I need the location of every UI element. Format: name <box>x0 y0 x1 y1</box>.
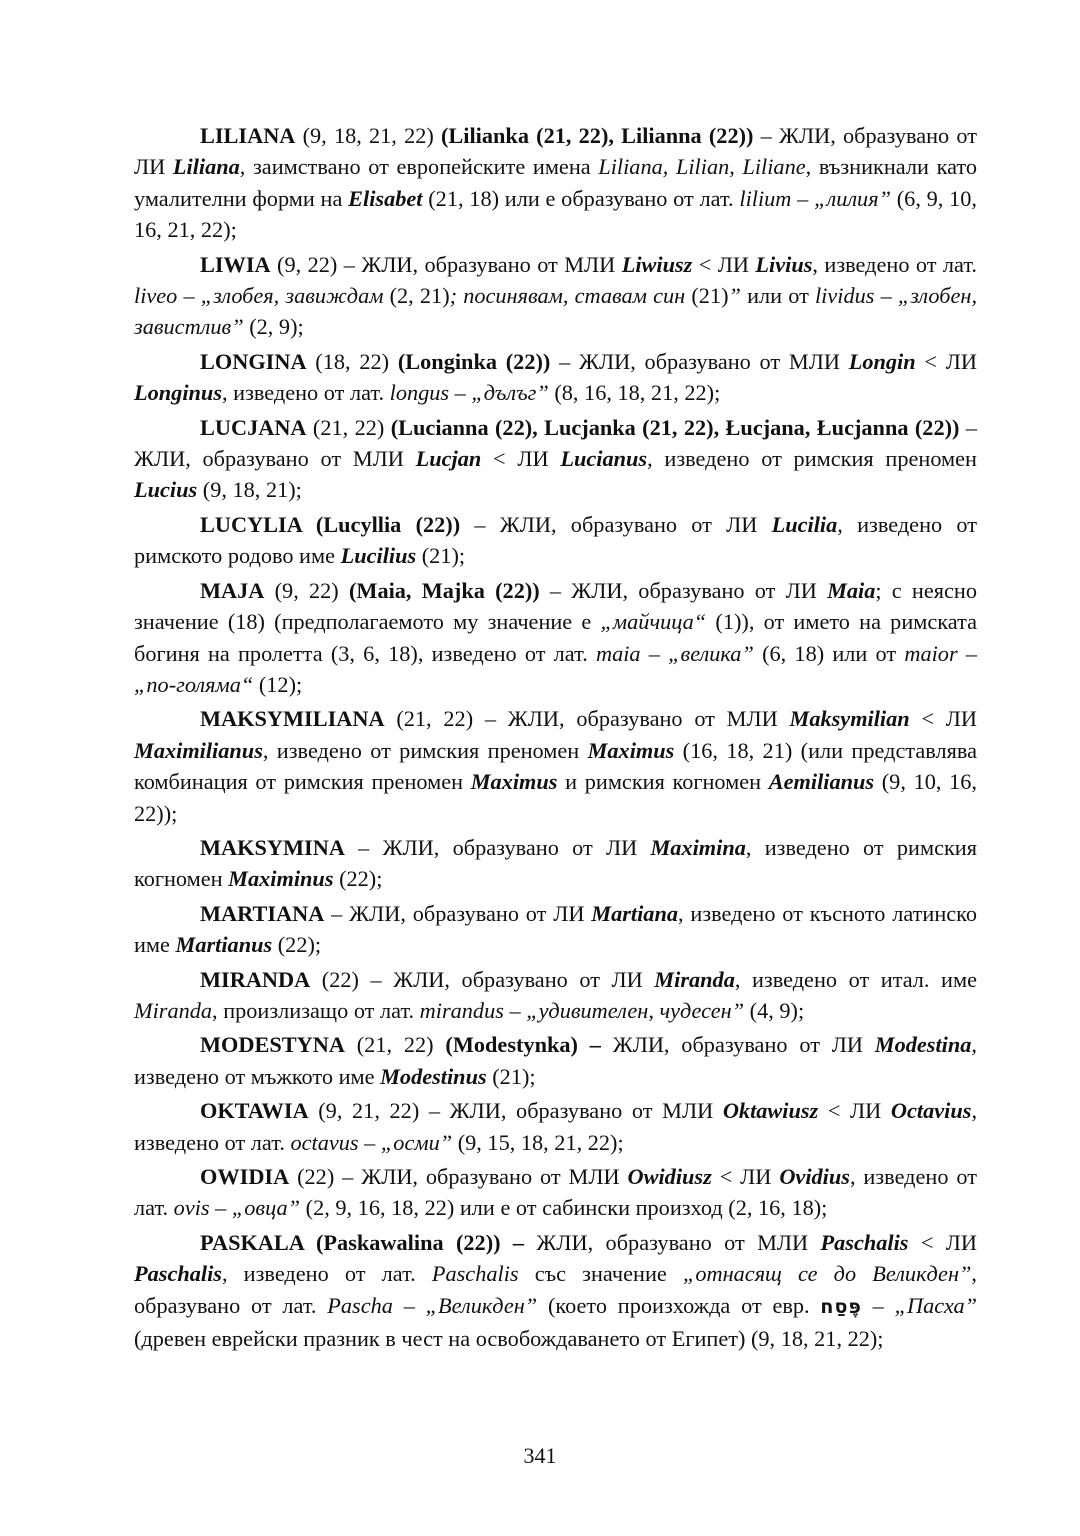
etymology-text: Miranda <box>134 997 213 1023</box>
entry-headword: LILIANA <box>200 123 296 148</box>
entry-text: – ЖЛИ, образувано от ЛИ <box>134 123 978 180</box>
etymology-text: Paschalis <box>431 1261 519 1287</box>
entry-text: , изведено от итал. име <box>734 966 977 992</box>
etymology-text: Pascha – „Великден” <box>327 1292 538 1318</box>
entry-text: (18, 22) <box>306 348 398 374</box>
entry-headword: LIWIA <box>200 251 271 277</box>
entry-text: (6, 9, 10, 16, 21, 22); <box>134 185 977 243</box>
entry-text: – ЖЛИ, образувано от ЛИ <box>460 511 772 537</box>
entry-text: , изведено от лат. <box>134 1164 977 1221</box>
entry-text: (9, 22) <box>264 577 349 603</box>
entry-text: (8, 16, 18, 21, 22); <box>548 380 721 406</box>
entry-headword: LUCJANA <box>200 414 307 440</box>
name-form: Maximinus <box>228 866 334 892</box>
entry-modestyna <box>134 1029 977 1092</box>
name-form: Maximus <box>470 769 558 795</box>
entry-headword: (Maia, Majka (22)) <box>348 577 540 603</box>
entry-headword: MODESTYNA <box>200 1032 345 1058</box>
entry-miranda <box>134 964 977 1027</box>
entry-text: (22) – ЖЛИ, образувано от МЛИ <box>289 1164 628 1189</box>
entry-text: ЖЛИ, образувано от МЛИ <box>524 1229 821 1255</box>
entry-text: – ЖЛИ, образувано от МЛИ <box>550 348 849 374</box>
name-form: Lucilia <box>771 511 838 537</box>
entry-maksymina <box>134 832 977 895</box>
entry-liwia <box>134 249 977 343</box>
entry-text: , изведено от римското родово име <box>134 511 977 569</box>
entry-headword: LONGINA <box>200 348 307 374</box>
name-form: Martiana <box>591 900 679 926</box>
name-form: Lucjan <box>415 446 482 472</box>
entry-text: – ЖЛИ, образувано от ЛИ <box>344 834 651 860</box>
name-form: Martianus <box>175 932 273 958</box>
name-form: Liliana <box>172 154 240 180</box>
entry-longina <box>134 346 977 409</box>
etymology-text: ovis – „овца” <box>173 1195 301 1221</box>
etymology-text: „Пасха” <box>894 1292 977 1318</box>
entry-text: , изведено от лат. <box>222 380 390 406</box>
entry-headword: OKTAWIA <box>200 1098 309 1124</box>
entry-text: (9, 10, 16, 22)); <box>134 769 977 826</box>
entry-text: ; с неясно значение (18) (предполагаемото му значение е <box>134 577 977 635</box>
entry-text: (2, 9); <box>243 314 304 340</box>
entry-headword: LUCYLIA (Lucyllia (22)) <box>200 511 461 537</box>
entry-paskala <box>134 1227 977 1355</box>
name-form: Ovidius <box>779 1164 850 1189</box>
etymology-text: liveo – „злобея, завиждам <box>134 283 384 309</box>
name-form: Modestinus <box>380 1063 487 1089</box>
entry-text: , изведено от късното латинско име <box>134 900 977 958</box>
entry-text: (22) – ЖЛИ, образувано от ЛИ <box>310 966 655 992</box>
entry-text: – ЖЛИ, образувано от ЛИ <box>539 577 828 603</box>
entry-headword: (Lucianna (22), Lucjanka (21, 22), Łucjana, Łucjanna (22)) <box>390 414 960 440</box>
name-form: Octavius <box>890 1098 972 1124</box>
name-form: Lucianus <box>560 446 648 472</box>
entry-text: (21, 22) <box>344 1032 446 1058</box>
entry-headword: MARTIANA <box>200 900 325 926</box>
entry-text: , възникнали като умалителни форми на <box>134 154 977 211</box>
name-form: Owidiusz <box>627 1164 712 1189</box>
page-number: 341 <box>523 1443 557 1468</box>
entry-text: , изведено от римския преномен <box>262 737 588 763</box>
name-form: Elisabet <box>348 185 423 211</box>
etymology-text: ; посинявам, ставам син <box>449 283 686 309</box>
entry-text: (12); <box>253 671 303 697</box>
entry-text: < ЛИ <box>711 1164 780 1189</box>
entry-text: < ЛИ <box>915 348 977 374</box>
entry-text: , изведено от римския когномен <box>134 834 977 892</box>
entry-text: < ЛИ <box>909 706 978 732</box>
name-form: Longin <box>848 348 916 374</box>
etymology-text: maior – „по-голяма“ <box>134 640 977 697</box>
entry-text: със значение <box>518 1261 683 1287</box>
entry-text: (4, 9); <box>744 997 805 1023</box>
entry-text: (21); <box>416 543 466 569</box>
entry-martiana <box>134 898 977 961</box>
name-form: Paschalis <box>134 1261 222 1287</box>
entry-text: < ЛИ <box>818 1098 891 1124</box>
name-form: Oktawiusz <box>722 1098 819 1124</box>
etymology-text: mirandus – „удивителен, чудесен” <box>419 997 745 1023</box>
entry-text: (древен еврейски празник в чест на освобождаването от Египет) (9, 18, 21, 22); <box>134 1326 884 1352</box>
entry-headword: MAJA <box>200 577 265 603</box>
name-form: Lucilius <box>340 543 417 569</box>
name-form: Longinus <box>134 380 222 406</box>
entry-headword: MAKSYMILIANA <box>200 706 385 732</box>
entry-text: (1)), от името на римската богиня на пролетта (3, 6, 18), изведено от лат. <box>134 609 977 666</box>
entry-text: (21) <box>685 283 729 309</box>
name-form: Maksymilian <box>789 706 910 732</box>
entry-text: (21, 18) или е образувано от лат. <box>422 185 740 211</box>
etymology-text: „отнасящ се до Великден” <box>682 1261 972 1287</box>
etymology-text: lividus – „злобен, завистлив” <box>134 283 978 340</box>
entry-headword: MIRANDA <box>200 966 311 992</box>
entry-text: (16, 18, 21) (или представлява комбинация от римския преномен <box>134 737 977 795</box>
entry-text: и римския когномен <box>557 769 769 795</box>
entry-text: , изведено от лат. <box>221 1261 432 1287</box>
entry-text: или от <box>740 283 815 309</box>
entry-text: (21, 22) <box>306 414 391 440</box>
entry-headword: (Longinka (22)) <box>397 348 551 374</box>
entry-text: < ЛИ <box>908 1229 977 1255</box>
entry-text: (21); <box>486 1063 536 1089</box>
entry-text: – <box>861 1292 895 1318</box>
entry-headword: OWIDIA <box>200 1164 290 1189</box>
entry-text: ЖЛИ, образувано от ЛИ <box>600 1032 875 1058</box>
name-form: Maia <box>827 577 876 603</box>
hebrew-word: פֶּסַח <box>820 1295 862 1318</box>
entry-text: (9, 18, 21); <box>197 477 302 503</box>
name-form: Modestina <box>874 1032 972 1058</box>
etymology-text: ” <box>728 283 741 309</box>
name-form: Maximina <box>650 834 746 860</box>
entry-text: (22); <box>272 932 322 958</box>
name-form: Livius <box>755 251 813 277</box>
entry-headword: (Modestynka) – <box>445 1032 601 1058</box>
name-form: Maximilianus <box>134 737 263 763</box>
entry-oktawia <box>134 1095 977 1158</box>
name-form: Liwiusz <box>621 251 693 277</box>
name-form: Aemilianus <box>768 769 875 795</box>
etymology-text: maia – „велика” <box>595 640 754 666</box>
entry-text: (22); <box>333 866 383 892</box>
etymology-text: lilium – „лилия” <box>739 185 891 211</box>
entry-text: , изведено от лат. <box>812 251 977 277</box>
entry-lucjana <box>134 412 977 506</box>
entry-text: < ЛИ <box>481 446 561 472</box>
entry-text: (2, 9, 16, 18, 22) или е от сабински произход (2, 16, 18); <box>300 1195 828 1221</box>
etymology-text: Liliana, Lilian, Liliane <box>598 154 806 180</box>
name-form: Lucius <box>134 477 198 503</box>
entry-text: (21, 22) – ЖЛИ, образувано от МЛИ <box>384 706 790 732</box>
entry-text: < ЛИ <box>692 251 756 277</box>
entry-text: , изведено от мъжкото име <box>134 1032 977 1089</box>
etymology-text: longus – „дълъг” <box>389 380 549 406</box>
entry-lucylia <box>134 509 977 572</box>
entry-text: (2, 21) <box>383 283 450 309</box>
entry-maja <box>134 575 977 701</box>
entry-text: – ЖЛИ, образувано от ЛИ <box>324 900 592 926</box>
name-form: Miranda <box>654 966 735 992</box>
entry-text: , изведено от римския преномен <box>647 446 977 472</box>
entry-text: (6, 18) или от <box>753 640 905 666</box>
entry-text: , изведено от лат. <box>134 1098 978 1155</box>
entry-text: , заимствано от европейските имена <box>239 154 599 180</box>
entry-text: (9, 22) – ЖЛИ, образувано от МЛИ <box>270 251 622 277</box>
entry-headword: (Lilianka (21, 22), Lilianna (22)) <box>440 123 754 148</box>
dictionary-entries <box>134 120 977 1354</box>
entry-owidia <box>134 1161 977 1224</box>
entry-text: – ЖЛИ, образувано от МЛИ <box>134 414 977 472</box>
entry-text: , произлизащо от лат. <box>212 997 420 1023</box>
etymology-text: „майчица“ <box>600 609 707 635</box>
entry-maksymiliana <box>134 703 977 829</box>
entry-liliana <box>134 120 977 246</box>
entry-text: (което произхожда от евр. <box>537 1292 821 1318</box>
entry-text: (9, 15, 18, 21, 22); <box>452 1129 624 1155</box>
entry-text: , образувано от лат. <box>134 1261 977 1318</box>
entry-headword: PASKALA (Paskawalina (22)) – <box>200 1229 525 1255</box>
entry-text: (9, 21, 22) – ЖЛИ, образувано от МЛИ <box>308 1098 723 1124</box>
entry-text: (9, 18, 21, 22) <box>295 123 441 148</box>
etymology-text: octavus – „осми” <box>290 1129 453 1155</box>
name-form: Paschalis <box>820 1229 909 1255</box>
entry-headword: MAKSYMINA <box>200 834 345 860</box>
name-form: Maximus <box>587 737 675 763</box>
